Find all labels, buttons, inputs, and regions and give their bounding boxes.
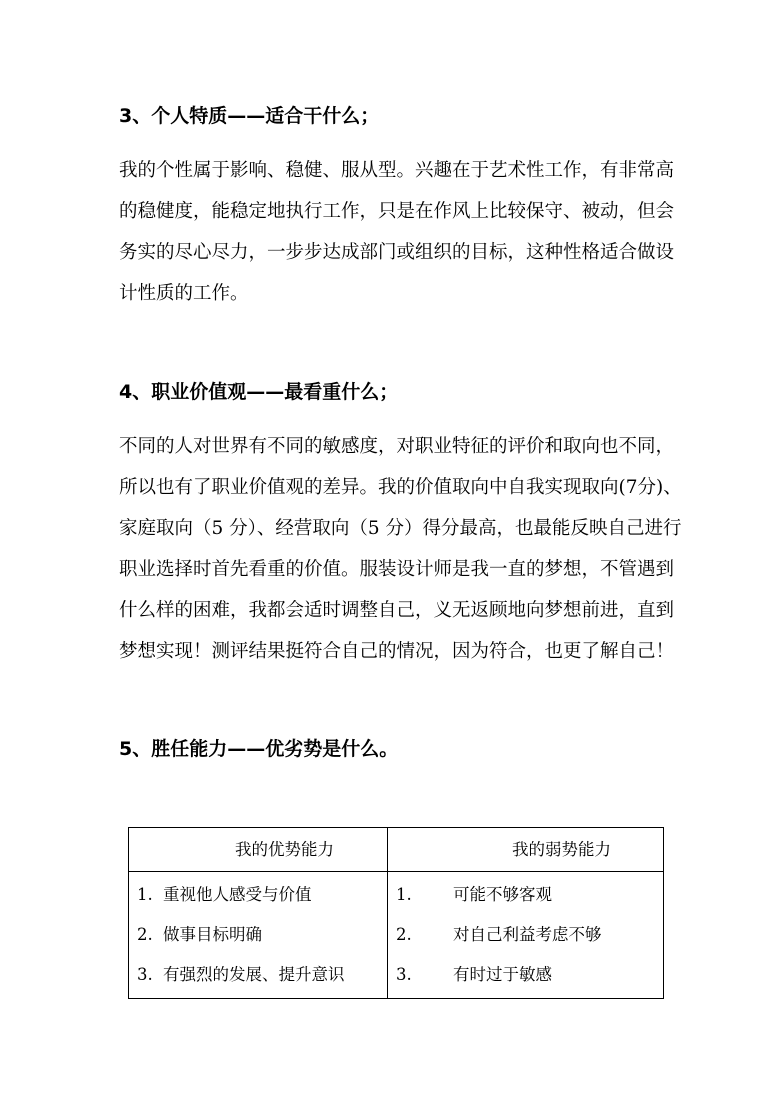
list-item bbox=[129, 915, 387, 955]
item-number: 1. bbox=[396, 885, 412, 904]
item-number: 3. bbox=[137, 965, 153, 984]
section-3-paragraph bbox=[119, 150, 675, 314]
section-3-heading: 3、个人特质——适合干什么； bbox=[119, 105, 380, 127]
table-header-row bbox=[129, 828, 664, 872]
strengths-weaknesses-table bbox=[128, 827, 664, 999]
strengths-cell bbox=[129, 872, 388, 999]
strengths-header bbox=[129, 828, 388, 872]
weaknesses-header-label: 我的弱势能力 bbox=[512, 840, 611, 859]
section-5-heading: 5、胜任能力——优劣势是什么。 bbox=[119, 738, 399, 760]
item-text: 重视他人感受与价值 bbox=[163, 885, 312, 904]
paragraph-line: 什么样的困难，我都会适时调整自己，义无返顾地向梦想前进，直到 bbox=[119, 600, 675, 621]
item-number: 2. bbox=[137, 925, 153, 944]
table-body-row bbox=[129, 872, 664, 999]
paragraph-line: 职业选择时首先看重的价值。服装设计师是我一直的梦想，不管遇到 bbox=[119, 559, 675, 580]
section-4-heading: 4、职业价值观——最看重什么； bbox=[119, 381, 399, 403]
paragraph-line: 家庭取向（5 分）、经营取向（5 分）得分最高，也最能反映自己进行 bbox=[119, 518, 682, 539]
item-text: 做事目标明确 bbox=[163, 925, 262, 944]
paragraph-line: 我的个性属于影响、稳健、服从型。兴趣在于艺术性工作，有非常高 bbox=[119, 160, 675, 181]
strengths-header-label: 我的优势能力 bbox=[235, 840, 334, 859]
item-text: 有强烈的发展、提升意识 bbox=[163, 965, 345, 984]
item-text: 对自己利益考虑不够 bbox=[453, 925, 602, 944]
paragraph-line: 所以也有了职业价值观的差异。我的价值取向中自我实现取向(7分)、 bbox=[119, 477, 682, 498]
item-number: 3. bbox=[396, 965, 412, 984]
list-item bbox=[388, 955, 663, 995]
section-4-paragraph bbox=[119, 426, 682, 672]
paragraph-line: 务实的尽心尽力，一步步达成部门或组织的目标，这种性格适合做设 bbox=[119, 242, 675, 263]
paragraph-line: 计性质的工作。 bbox=[119, 283, 249, 304]
list-item bbox=[388, 875, 663, 915]
paragraph-line: 的稳健度，能稳定地执行工作，只是在作风上比较保守、被动，但会 bbox=[119, 201, 675, 222]
item-number: 2. bbox=[396, 925, 412, 944]
paragraph-line: 不同的人对世界有不同的敏感度，对职业特征的评价和取向也不同， bbox=[119, 436, 675, 457]
weaknesses-cell bbox=[388, 872, 664, 999]
list-item bbox=[388, 915, 663, 955]
weaknesses-header bbox=[388, 828, 664, 872]
list-item bbox=[129, 875, 387, 915]
item-text: 可能不够客观 bbox=[453, 885, 552, 904]
item-number: 1. bbox=[137, 885, 153, 904]
paragraph-line: 梦想实现！测评结果挺符合自己的情况，因为符合，也更了解自己！ bbox=[119, 641, 675, 662]
item-text: 有时过于敏感 bbox=[453, 965, 552, 984]
list-item bbox=[129, 955, 387, 995]
